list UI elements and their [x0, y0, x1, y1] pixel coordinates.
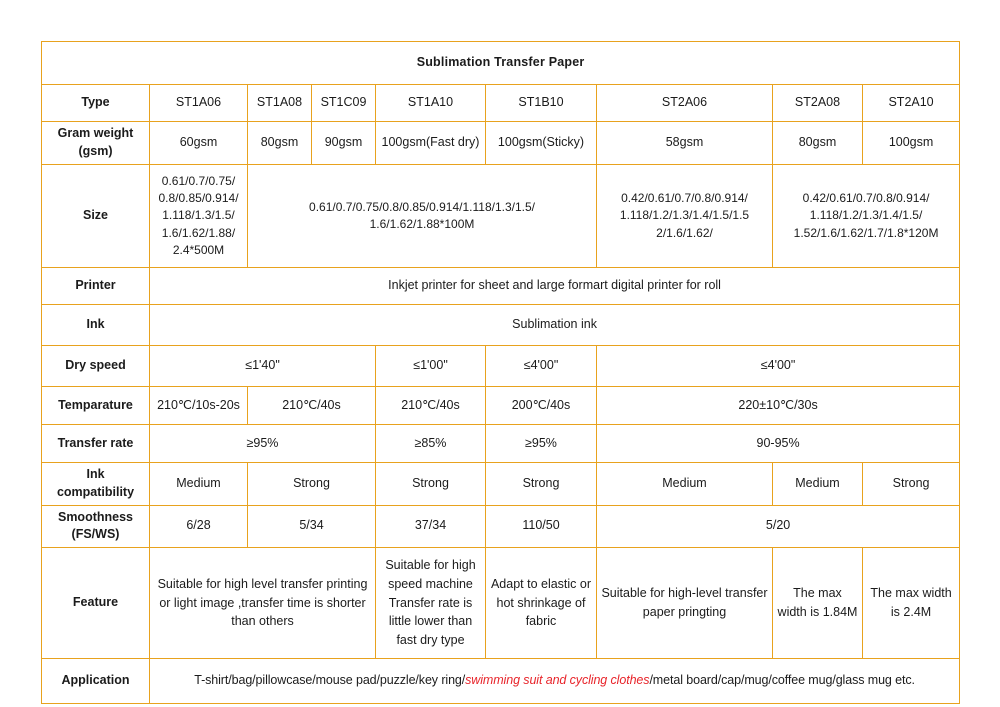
cell-size-right-line3: 1.52/1.6/1.62/1.7/1.8*120M [793, 225, 939, 240]
row-label-smoothness-line1: Smoothness [57, 509, 133, 524]
application-text-prefix: T-shirt/bag/pillowcase/mouse pad/puzzle/key ring/ [194, 673, 466, 688]
cell-gram-st1b10: 100gsm(Sticky) [486, 122, 597, 165]
cell-feature-st1a10: Suitable for high speed machine Transfer rate is little lower than fast dry type [376, 548, 486, 659]
table-row-smoothness [42, 505, 960, 548]
cell-inkcomp-st1a06: Medium [150, 463, 248, 506]
cell-size-st2a06-line1: 0.42/0.61/0.7/0.8/0.914/ [621, 190, 748, 205]
table-row-printer [42, 268, 960, 305]
cell-size-st1a06 [150, 165, 248, 268]
row-label-size: Size [42, 165, 150, 268]
cell-feature-st2a08: The max width is 1.84M [773, 548, 863, 659]
cell-inkcomp-st2a10: Strong [863, 463, 960, 506]
table-row-transfer-rate [42, 425, 960, 463]
spec-table-container [41, 41, 959, 704]
row-label-temparature: Temparature [42, 387, 150, 425]
cell-rate-st1a06-st1c09: ≥95% [150, 425, 376, 463]
row-label-gram-weight [42, 122, 150, 165]
cell-type-st1a08: ST1A08 [248, 85, 312, 122]
cell-dry-st1b10: ≤4'00" [486, 346, 597, 387]
cell-rate-st1b10: ≥95% [486, 425, 597, 463]
cell-feature-st2a10: The max width is 2.4M [863, 548, 960, 659]
cell-size-st1a06-line4: 1.6/1.62/1.88/ [161, 225, 236, 240]
cell-inkcomp-st2a08: Medium [773, 463, 863, 506]
cell-rate-st2a06-st2a10: 90-95% [597, 425, 960, 463]
cell-feature-st1a06-st1c09: Suitable for high level transfer printing or light image ,transfer time is shorter than others [150, 548, 376, 659]
cell-ink-all: Sublimation ink [150, 305, 960, 346]
row-label-smoothness-line2: (FS/WS) [71, 527, 120, 542]
table-row-ink [42, 305, 960, 346]
cell-feature-st2a06: Suitable for high-level transfer paper pringting [597, 548, 773, 659]
row-label-application: Application [42, 659, 150, 704]
cell-size-st1a06-line1: 0.61/0.7/0.75/ [161, 173, 236, 188]
cell-type-st2a10: ST2A10 [863, 85, 960, 122]
cell-size-st1a06-line2: 0.8/0.85/0.914/ [158, 190, 239, 205]
cell-size-mid-line1: 0.61/0.7/0.75/0.8/0.85/0.914/1.118/1.3/1.5/ [309, 199, 535, 214]
cell-gram-st1a08: 80gsm [248, 122, 312, 165]
cell-printer-all: Inkjet printer for sheet and large formart digital printer for roll [150, 268, 960, 305]
cell-type-st2a08: ST2A08 [773, 85, 863, 122]
application-text-highlight: swimming suit and cycling clothes [465, 673, 650, 688]
cell-gram-st1c09: 90gsm [312, 122, 376, 165]
cell-dry-st1a10: ≤1'00" [376, 346, 486, 387]
cell-type-st1c09: ST1C09 [312, 85, 376, 122]
page-title: Sublimation Transfer Paper [42, 42, 960, 85]
cell-temp-st2a06-st2a10: 220±10℃/30s [597, 387, 960, 425]
cell-temp-st1b10: 200℃/40s [486, 387, 597, 425]
cell-inkcomp-st2a06: Medium [597, 463, 773, 506]
cell-temp-st1a08-st1c09: 210℃/40s [248, 387, 376, 425]
cell-gram-st1a10: 100gsm(Fast dry) [376, 122, 486, 165]
cell-smooth-st2a06-st2a10: 5/20 [597, 505, 960, 548]
cell-inkcomp-st1b10: Strong [486, 463, 597, 506]
cell-size-st2a06 [597, 165, 773, 268]
row-label-ink-compatibility-line2: compatibility [56, 484, 135, 499]
table-row-feature [42, 548, 960, 659]
cell-size-st2a06-line2: 1.118/1.2/1.3/1.4/1.5/1.5 [619, 208, 750, 223]
row-label-printer: Printer [42, 268, 150, 305]
cell-size-mid-line2: 1.6/1.62/1.88*100M [369, 217, 475, 231]
cell-dry-st2a06-st2a10: ≤4'00" [597, 346, 960, 387]
cell-size-right-line1: 0.42/0.61/0.7/0.8/0.914/ [802, 190, 930, 205]
cell-application-all [150, 659, 960, 704]
cell-size-st1a08-st1b10 [248, 165, 597, 268]
table-row-size [42, 165, 960, 268]
row-label-transfer-rate: Transfer rate [42, 425, 150, 463]
cell-smooth-st1a06: 6/28 [150, 505, 248, 548]
row-label-gram-weight-line2: (gsm) [78, 144, 113, 158]
table-row-application [42, 659, 960, 704]
table-row-type [42, 85, 960, 122]
cell-inkcomp-st1a10: Strong [376, 463, 486, 506]
cell-size-st2a06-line3: 2/1.6/1.62/ [656, 225, 713, 240]
table-row-temparature [42, 387, 960, 425]
row-label-ink-compatibility-line1: Ink [86, 467, 105, 481]
cell-gram-st2a10: 100gsm [863, 122, 960, 165]
row-label-ink-compatibility [42, 463, 150, 506]
table-row-gram-weight [42, 122, 960, 165]
table-title-row [42, 42, 960, 85]
cell-temp-st1a10: 210℃/40s [376, 387, 486, 425]
cell-temp-st1a06: 210℃/10s-20s [150, 387, 248, 425]
table-row-ink-compatibility [42, 463, 960, 506]
table-row-dry-speed [42, 346, 960, 387]
cell-size-st2a08-st2a10 [773, 165, 960, 268]
sublimation-transfer-paper-table [41, 41, 960, 704]
cell-feature-st1b10: Adapt to elastic or hot shrinkage of fabric [486, 548, 597, 659]
cell-gram-st2a08: 80gsm [773, 122, 863, 165]
cell-smooth-st1a08-st1c09: 5/34 [248, 505, 376, 548]
cell-size-right-line2: 1.118/1.2/1.3/1.4/1.5/ [809, 208, 923, 223]
cell-type-st1a06: ST1A06 [150, 85, 248, 122]
cell-size-st1a06-line5: 2.4*500M [172, 243, 225, 258]
cell-type-st2a06: ST2A06 [597, 85, 773, 122]
cell-rate-st1a10: ≥85% [376, 425, 486, 463]
cell-type-st1a10: ST1A10 [376, 85, 486, 122]
cell-inkcomp-st1a08-st1c09: Strong [248, 463, 376, 506]
cell-smooth-st1a10: 37/34 [376, 505, 486, 548]
application-text-suffix: /metal board/cap/mug/coffee mug/glass mug etc. [649, 673, 915, 688]
cell-type-st1b10: ST1B10 [486, 85, 597, 122]
cell-size-st1a06-line3: 1.118/1.3/1.5/ [162, 208, 235, 223]
row-label-ink: Ink [42, 305, 150, 346]
cell-gram-st2a06: 58gsm [597, 122, 773, 165]
cell-dry-st1a06-st1c09: ≤1'40" [150, 346, 376, 387]
cell-gram-st1a06: 60gsm [150, 122, 248, 165]
row-label-type: Type [42, 85, 150, 122]
row-label-dry-speed: Dry speed [42, 346, 150, 387]
row-label-gram-weight-line1: Gram weight [57, 126, 134, 141]
row-label-smoothness [42, 505, 150, 548]
cell-smooth-st1b10: 110/50 [486, 505, 597, 548]
row-label-feature: Feature [42, 548, 150, 659]
